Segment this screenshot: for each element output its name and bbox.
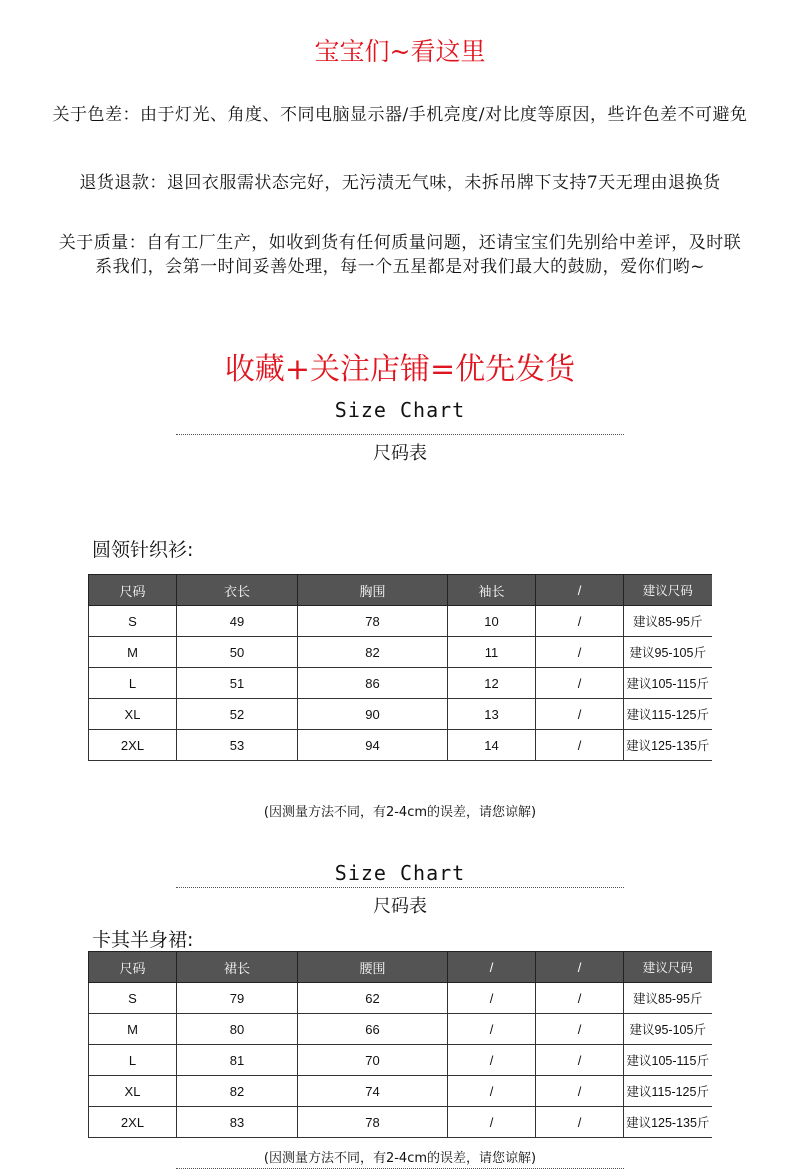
table-cell: 14: [448, 730, 536, 761]
table-row: [89, 637, 712, 668]
table-cell: /: [536, 1014, 624, 1045]
table-cell: 80: [177, 1014, 298, 1045]
table-cell: 82: [177, 1076, 298, 1107]
table-row: [89, 668, 712, 699]
table-row: [89, 699, 712, 730]
product-label: 圆领针织衫:: [92, 539, 194, 561]
table-cell: S: [89, 983, 177, 1014]
table-cell: /: [536, 983, 624, 1014]
table-cell: 94: [298, 730, 448, 761]
table-cell: 建议85-95斤: [624, 606, 712, 637]
column-header: 尺码: [89, 952, 177, 983]
table-cell: 90: [298, 699, 448, 730]
table-cell: /: [448, 1107, 536, 1138]
divider: [176, 434, 624, 435]
table-cell: 建议115-125斤: [624, 699, 712, 730]
table-cell: /: [536, 668, 624, 699]
quality-notice-line1: 关于质量：自有工厂生产，如收到货有任何质量问题，还请宝宝们先别给中差评，及时联: [58, 233, 742, 253]
table-cell: 52: [177, 699, 298, 730]
size-chart-heading: Size Chart: [334, 861, 466, 885]
table-cell: 74: [298, 1076, 448, 1107]
table-cell: L: [89, 668, 177, 699]
table-row: [89, 606, 712, 637]
color-difference-notice: 关于色差：由于灯光、角度、不同电脑显示器/手机亮度/对比度等原因，些许色差不可避免: [52, 105, 748, 125]
return-policy-notice: 退货退款：退回衣服需状态完好，无污渍无气味，未拆吊牌下支持7天无理由退换货: [79, 173, 721, 193]
table-cell: 66: [298, 1014, 448, 1045]
column-header: 建议尺码: [624, 575, 712, 606]
table-cell: 建议95-105斤: [624, 1014, 712, 1045]
column-header: 衣长: [177, 575, 298, 606]
column-header: 腰围: [298, 952, 448, 983]
table-cell: 83: [177, 1107, 298, 1138]
table-header-row: [89, 575, 712, 606]
table-cell: /: [448, 1014, 536, 1045]
table-cell: 10: [448, 606, 536, 637]
table-header-row: [89, 952, 712, 983]
promo-banner: 收藏+关注店铺=优先发货: [224, 352, 576, 387]
table-row: [89, 983, 712, 1014]
product-label: 卡其半身裙:: [92, 929, 194, 951]
table-cell: 78: [298, 606, 448, 637]
table-cell: 建议105-115斤: [624, 1045, 712, 1076]
table-cell: 2XL: [89, 730, 177, 761]
table-row: [89, 730, 712, 761]
table-cell: /: [536, 637, 624, 668]
table-cell: 2XL: [89, 1107, 177, 1138]
table-cell: 13: [448, 699, 536, 730]
table-cell: 78: [298, 1107, 448, 1138]
table-cell: 建议85-95斤: [624, 983, 712, 1014]
size-table: [88, 574, 712, 761]
column-header: 裙长: [177, 952, 298, 983]
column-header: 尺码: [89, 575, 177, 606]
measurement-note: (因测量方法不同，有2-4cm的误差，请您谅解): [263, 805, 537, 820]
size-chart-subheading: 尺码表: [373, 443, 427, 464]
table-cell: S: [89, 606, 177, 637]
size-chart-heading: Size Chart: [334, 398, 466, 422]
table-row: [89, 1014, 712, 1045]
table-row: [89, 1107, 712, 1138]
table-cell: 建议115-125斤: [624, 1076, 712, 1107]
table-cell: 53: [177, 730, 298, 761]
size-table: [88, 951, 712, 1138]
table-cell: 82: [298, 637, 448, 668]
table-cell: 86: [298, 668, 448, 699]
table-cell: 49: [177, 606, 298, 637]
table-cell: 50: [177, 637, 298, 668]
table-cell: XL: [89, 699, 177, 730]
divider: [176, 1168, 624, 1169]
column-header: 袖长: [448, 575, 536, 606]
table-cell: L: [89, 1045, 177, 1076]
table-cell: 建议125-135斤: [624, 730, 712, 761]
column-header: 建议尺码: [624, 952, 712, 983]
column-header: /: [536, 575, 624, 606]
table-cell: 建议95-105斤: [624, 637, 712, 668]
table-cell: 11: [448, 637, 536, 668]
table-cell: /: [536, 606, 624, 637]
table-cell: 79: [177, 983, 298, 1014]
table-cell: 70: [298, 1045, 448, 1076]
table-cell: 81: [177, 1045, 298, 1076]
column-header: 胸围: [298, 575, 448, 606]
column-header: /: [448, 952, 536, 983]
divider: [176, 887, 624, 888]
measurement-note: (因测量方法不同，有2-4cm的误差，请您谅解): [263, 1151, 537, 1166]
table-cell: /: [448, 1076, 536, 1107]
table-cell: 建议105-115斤: [624, 668, 712, 699]
table-cell: 12: [448, 668, 536, 699]
page-title: 宝宝们~看这里: [314, 37, 486, 66]
table-cell: XL: [89, 1076, 177, 1107]
table-cell: /: [536, 699, 624, 730]
table-cell: /: [536, 1045, 624, 1076]
table-cell: /: [536, 1076, 624, 1107]
table-cell: M: [89, 637, 177, 668]
quality-notice-line2: 系我们，会第一时间妥善处理，每一个五星都是对我们最大的鼓励，爱你们哟~: [95, 257, 705, 277]
table-row: [89, 1045, 712, 1076]
table-cell: /: [448, 983, 536, 1014]
size-chart-subheading: 尺码表: [373, 896, 427, 917]
table-cell: /: [536, 730, 624, 761]
table-cell: M: [89, 1014, 177, 1045]
table-cell: 建议125-135斤: [624, 1107, 712, 1138]
table-cell: /: [536, 1107, 624, 1138]
column-header: /: [536, 952, 624, 983]
table-cell: 51: [177, 668, 298, 699]
table-cell: 62: [298, 983, 448, 1014]
table-cell: /: [448, 1045, 536, 1076]
table-row: [89, 1076, 712, 1107]
